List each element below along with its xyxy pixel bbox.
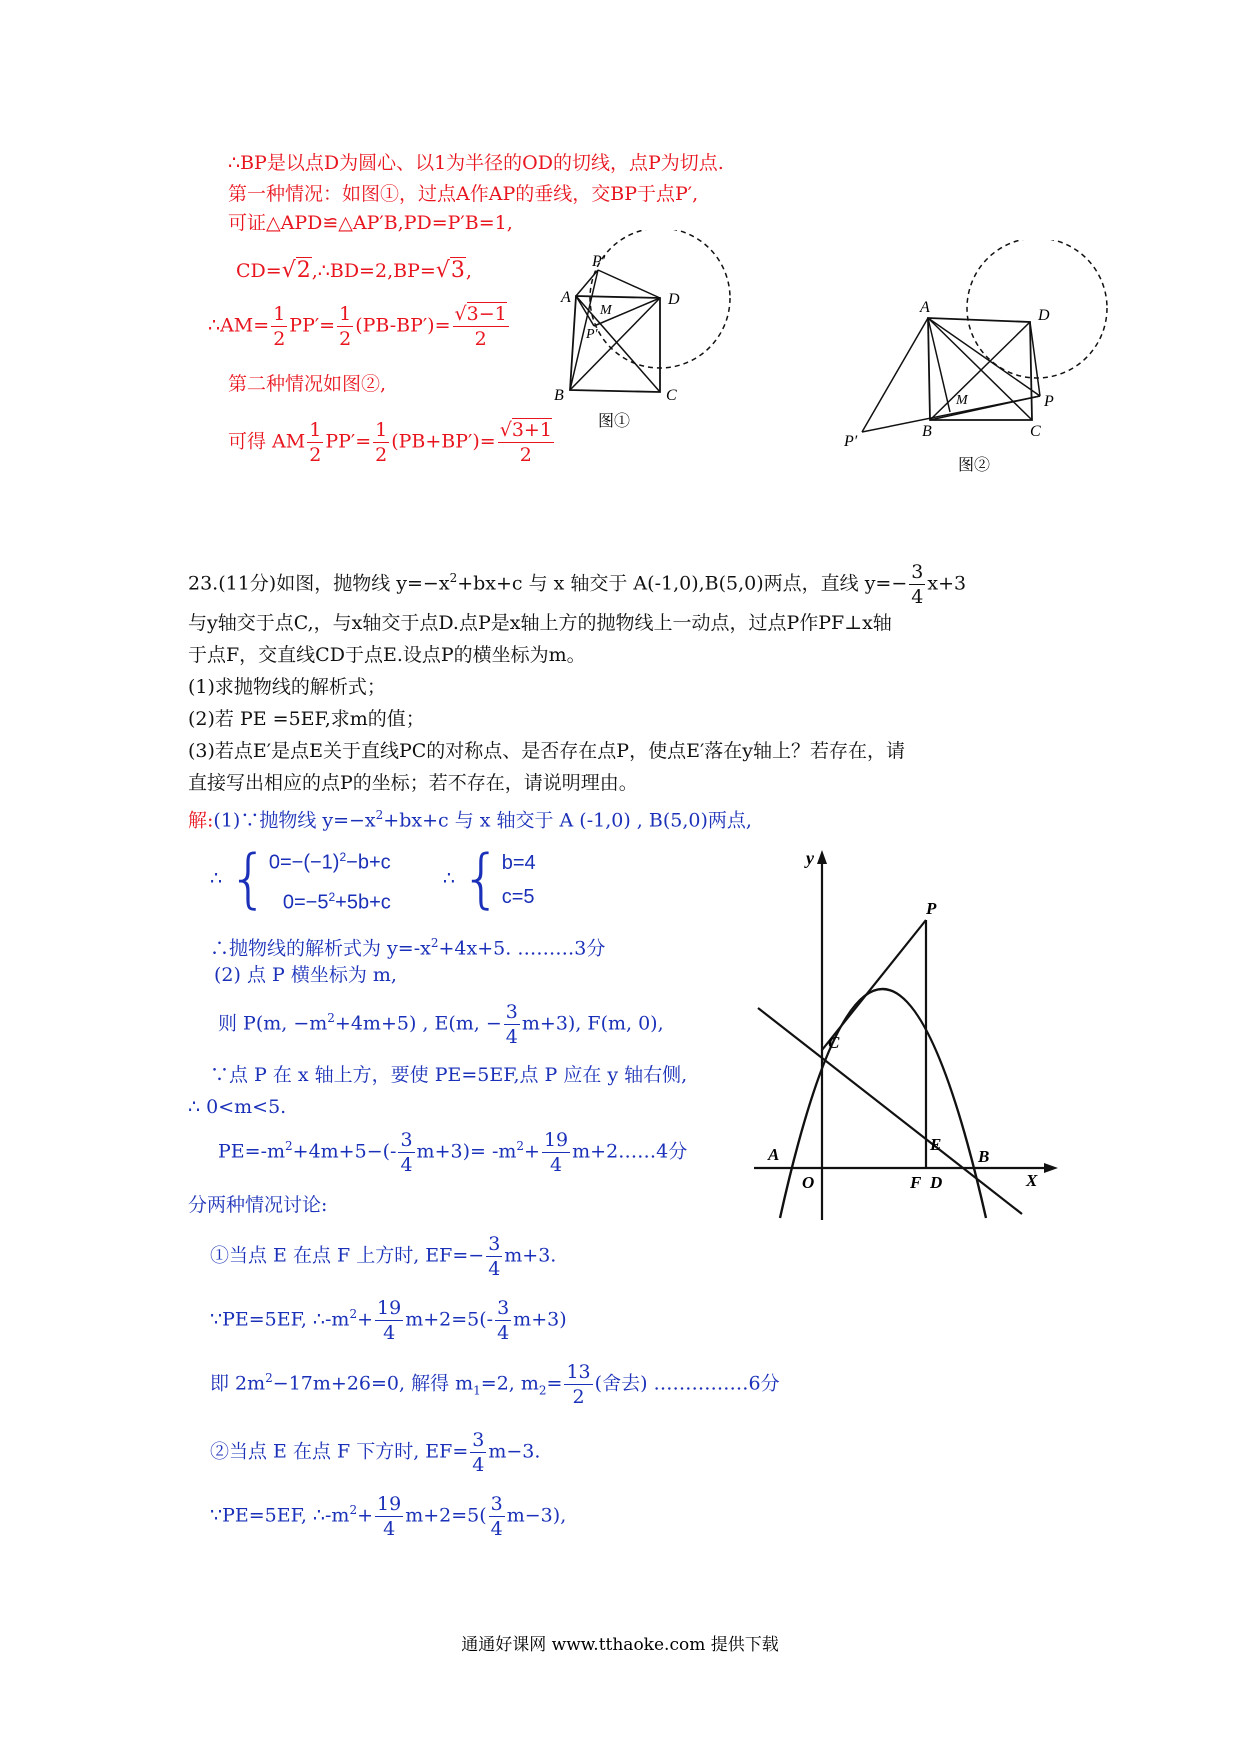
sol-line6: ∴ 0<m<5. — [188, 1096, 287, 1118]
fig2-caption: 图② — [958, 457, 991, 474]
fig2-circle — [967, 240, 1107, 378]
p22-line1: ∴BP是以点D为圆心、以1为半径的OD的切线，点P为切点. — [228, 152, 724, 174]
fig2-line — [928, 318, 1032, 420]
y-axis-arrow — [817, 850, 827, 864]
p22-line7: 可得 AM $\frac{1}{2}$ PP′= $\frac{1}{2}$ (PB+BP′)= $\frac{√3+1}{2}$ — [228, 419, 552, 466]
label-A: A — [768, 1145, 780, 1164]
fig1-label-D: D — [668, 291, 680, 308]
sqrt-3: √3 — [435, 258, 465, 283]
sqrt-2: √2 — [281, 258, 311, 283]
p23-q1: (1)求抛物线的解析式； — [188, 676, 386, 698]
frac-sqrt3-plus-1: $\frac{√3+1}{2}$ — [499, 419, 552, 466]
label-O: O — [802, 1173, 815, 1192]
sys-c: c=5 — [501, 885, 535, 908]
page-footer: 通通好课网 www.tthaoke.com 提供下载 — [461, 1635, 779, 1655]
segment-pc — [822, 920, 926, 1050]
label-x: X — [1026, 1171, 1038, 1190]
label-B: B — [978, 1147, 990, 1166]
label-C: C — [828, 1033, 840, 1052]
fig1-label-Pp: P′ — [586, 327, 598, 342]
frac-3-4: $\frac{3}{4}$ — [911, 561, 924, 608]
fig2-label-Pp: P′ — [844, 433, 858, 450]
sol-line8: 分两种情况讨论: — [188, 1194, 328, 1216]
sol-line13: ∵PE=5EF, $\therefore-m^2+$ $\frac{19}{4}$ m+2=5( $\frac{3}{4}$ m−3), — [210, 1493, 567, 1540]
fig1-label-M: M — [600, 303, 612, 318]
fig1-label-P: P′ — [592, 253, 606, 270]
sol-system: ∴ { $0=-(-1)^2-b+c$ $0=-5^2+5b+c$ ∴ { b=4 c=5 — [210, 840, 536, 919]
parabola-graph — [740, 850, 1070, 1230]
line-cd — [758, 1008, 1022, 1214]
fig2-line — [928, 318, 950, 412]
label-P: P — [926, 899, 937, 918]
p23-q3: (3)若点E′是点E关于直线PC的对称点、是否存在点P，使点E′落在y轴上？若存在，请 — [188, 740, 905, 762]
label-y: y — [806, 850, 814, 868]
label-E: E — [930, 1135, 942, 1154]
sol-line4: 则 P(m, $-m^2+4m+5$) , E(m, − $\frac{3}{4}$ m+3), F(m, 0), — [218, 1001, 664, 1048]
frac-half: $\frac{1}{2}$ — [309, 419, 322, 466]
fig2-line — [862, 318, 928, 432]
p22-line5: ∴AM= $\frac{1}{2}$ PP′= $\frac{1}{2}$ (PB-BP′)= $\frac{√3-1}{2}$ — [208, 303, 507, 350]
sys-eq2: $0=-5^2+5b+c$ — [282, 889, 391, 914]
sol-line9: ①当点 E 在点 F 上方时, EF=− $\frac{3}{4}$ m+3. — [210, 1233, 557, 1280]
fig1-label-C: C — [666, 387, 677, 404]
p23-q3b: 直接写出相应的点P的坐标；若不存在，请说明理由。 — [188, 772, 638, 794]
p23-line2: 与y轴交于点C,，与x轴交于点D.点P是x轴上方的抛物线上一动点，过点P作PF⊥x轴 — [188, 612, 892, 634]
fig2-line — [862, 396, 1040, 432]
fig2-label-D: D — [1038, 307, 1050, 324]
p22-line4: CD=√2,∴BD=2,BP=√3, — [236, 258, 472, 283]
p22-line3: 可证△APD≌△AP′B,PD=P′B=1, — [228, 212, 513, 234]
label-F: F — [910, 1173, 922, 1192]
fig2-label-C: C — [1030, 423, 1041, 440]
sol-line7: $PE=-m^2+4m+5-(-$ $\frac{3}{4}$ $m+3)= -m^2+$ $\frac{19}{4}$ m+2……4分 — [218, 1129, 688, 1176]
figure-1 — [548, 230, 748, 450]
fig1-label-B: B — [554, 387, 564, 404]
label-D: D — [930, 1173, 943, 1192]
p22-line4-c: ,∴BD=2,BP= — [311, 260, 436, 282]
fig2-label-P: P — [1044, 393, 1054, 410]
x-axis-arrow — [1044, 1163, 1058, 1173]
sol-line11: 即 $2m^2-17m+26=0$, 解得 $m_1=2$, $m_2=$ $\frac{13}{2}$ (舍去) ……………6分 — [210, 1361, 780, 1408]
p22-line2: 第一种情况：如图①，过点A作AP的垂线，交BP于点P′, — [228, 183, 699, 205]
frac-half: $\frac{1}{2}$ — [273, 303, 286, 350]
frac-sqrt3-minus-1: $\frac{√3-1}{2}$ — [454, 303, 507, 350]
sys-eq1: $0=-(-1)^2-b+c$ — [268, 850, 391, 874]
p22-line6: 第二种情况如图②, — [228, 373, 387, 395]
fig2-label-B: B — [922, 423, 932, 440]
sys-b: b=4 — [501, 851, 536, 874]
frac-half: $\frac{1}{2}$ — [339, 303, 352, 350]
p23-line1: 23.(11分)如图，抛物线 $y=-x^2+bx+c$ 与 x 轴交于 A(-1,0),B(5,0)两点，直线 y=− $\frac{3}{4}$ x+3 — [188, 561, 967, 608]
frac-half: $\frac{1}{2}$ — [375, 419, 388, 466]
sol-line12: ②当点 E 在点 F 下方时, EF= $\frac{3}{4}$ m−3. — [210, 1429, 541, 1476]
fig1-label-A: A — [561, 289, 571, 306]
sol-line2: ∴抛物线的解析式为 $y=-x^2+4x+5$. ………3分 — [210, 936, 606, 960]
sol-line5: ∵点 P 在 x 轴上方，要使 PE=5EF,点 P 应在 y 轴右侧, — [210, 1064, 688, 1086]
sol-line3: (2) 点 P 横坐标为 m, — [214, 964, 397, 986]
sol-line10: ∵PE=5EF, $\therefore-m^2+$ $\frac{19}{4}$ m+2=5(- $\frac{3}{4}$ m+3) — [210, 1297, 567, 1344]
p23-q2: (2)若 PE =5EF,求m的值； — [188, 708, 425, 730]
sol-line1: 解:(1)∵抛物线 $y=-x^2+bx+c$ 与 x 轴交于 A (-1,0) , B(5,0)两点, — [188, 808, 752, 832]
p23-line3: 于点F，交直线CD于点E.设点P的横坐标为m。 — [188, 644, 586, 666]
fig2-label-A: A — [920, 299, 930, 316]
fig2-line — [930, 322, 1030, 420]
figure-2 — [830, 240, 1120, 480]
fig2-label-M: M — [956, 393, 968, 408]
fig1-caption: 图① — [598, 413, 631, 430]
fig1-line — [598, 270, 660, 298]
p22-line4-a: CD= — [236, 260, 282, 282]
